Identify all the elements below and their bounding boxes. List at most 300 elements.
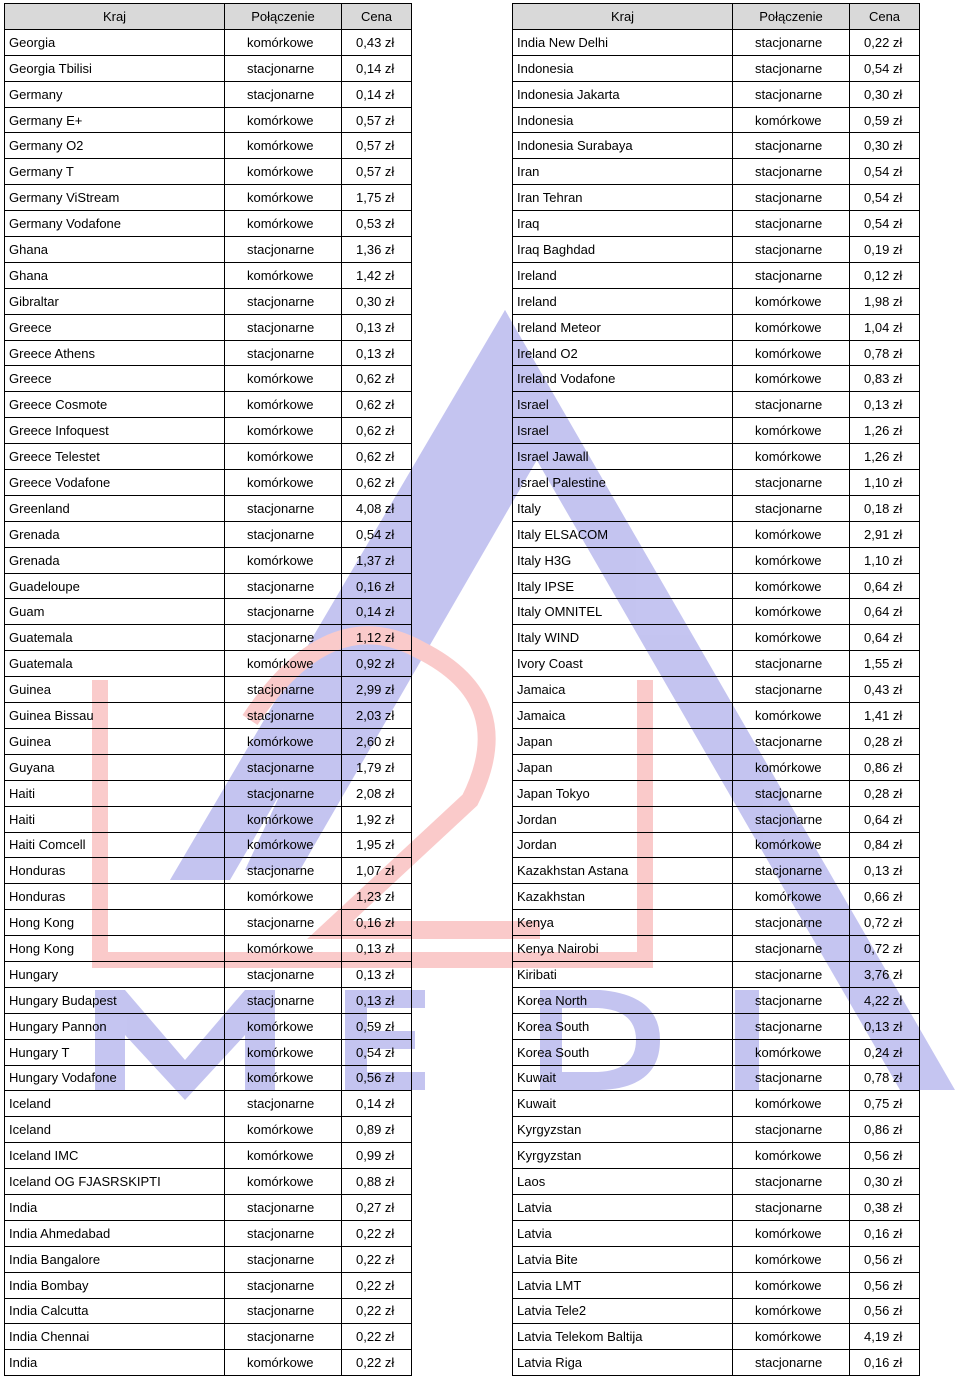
country-cell: Latvia Bite <box>513 1246 733 1272</box>
price-cell: 0,53 zł <box>342 211 412 237</box>
table-row <box>513 780 920 806</box>
table-row <box>513 418 920 444</box>
table-row <box>5 288 412 314</box>
price-cell: 0,56 zł <box>850 1272 920 1298</box>
country-cell: Hungary Vodafone <box>5 1065 225 1091</box>
country-cell: Germany <box>5 81 225 107</box>
table-row <box>513 1272 920 1298</box>
price-cell: 0,57 zł <box>342 159 412 185</box>
connection-cell: komórkowe <box>225 728 342 754</box>
table-body-right <box>513 29 920 1375</box>
connection-cell: stacjonarne <box>733 211 850 237</box>
connection-cell: stacjonarne <box>733 961 850 987</box>
table-row <box>5 444 412 470</box>
connection-cell: komórkowe <box>733 521 850 547</box>
price-cell: 0,54 zł <box>850 159 920 185</box>
price-cell: 0,59 zł <box>850 107 920 133</box>
price-cell: 0,86 zł <box>850 754 920 780</box>
table-row <box>513 340 920 366</box>
table-row <box>5 314 412 340</box>
price-cell: 0,54 zł <box>850 211 920 237</box>
connection-cell: komórkowe <box>225 107 342 133</box>
country-cell: Gibraltar <box>5 288 225 314</box>
price-cell: 1,23 zł <box>342 884 412 910</box>
connection-cell: stacjonarne <box>225 1220 342 1246</box>
connection-cell: komórkowe <box>225 159 342 185</box>
table-row <box>5 1324 412 1350</box>
connection-cell: stacjonarne <box>225 780 342 806</box>
price-cell: 0,13 zł <box>850 392 920 418</box>
price-cell: 0,56 zł <box>342 1065 412 1091</box>
country-cell: Korea North <box>513 987 733 1013</box>
table-row <box>5 858 412 884</box>
table-row <box>5 677 412 703</box>
table-row <box>513 521 920 547</box>
connection-cell: stacjonarne <box>225 573 342 599</box>
price-cell: 0,13 zł <box>342 340 412 366</box>
country-cell: Kenya <box>513 910 733 936</box>
connection-cell: komórkowe <box>733 107 850 133</box>
price-cell: 0,18 zł <box>850 495 920 521</box>
price-cell: 0,84 zł <box>850 832 920 858</box>
connection-cell: stacjonarne <box>733 55 850 81</box>
table-row <box>513 625 920 651</box>
country-cell: Hungary <box>5 961 225 987</box>
table-row <box>513 1324 920 1350</box>
table-row <box>5 211 412 237</box>
country-cell: Grenada <box>5 521 225 547</box>
table-row <box>5 1350 412 1376</box>
table-row <box>513 133 920 159</box>
country-cell: Haiti <box>5 780 225 806</box>
country-cell: Guatemala <box>5 625 225 651</box>
country-cell: Guatemala <box>5 651 225 677</box>
country-cell: Indonesia <box>513 55 733 81</box>
table-row <box>513 107 920 133</box>
country-cell: Germany ViStream <box>5 185 225 211</box>
connection-cell: komórkowe <box>733 1091 850 1117</box>
country-cell: Iceland IMC <box>5 1143 225 1169</box>
connection-cell: komórkowe <box>225 418 342 444</box>
connection-cell: stacjonarne <box>225 858 342 884</box>
connection-cell: stacjonarne <box>733 1013 850 1039</box>
table-row <box>513 832 920 858</box>
connection-cell: stacjonarne <box>225 987 342 1013</box>
table-row <box>5 547 412 573</box>
table-row <box>5 806 412 832</box>
price-cell: 0,64 zł <box>850 625 920 651</box>
table-row <box>5 159 412 185</box>
country-cell: Iraq <box>513 211 733 237</box>
country-cell: Israel <box>513 392 733 418</box>
connection-cell: komórkowe <box>733 703 850 729</box>
connection-cell: stacjonarne <box>733 1350 850 1376</box>
table-row <box>5 625 412 651</box>
country-cell: Japan <box>513 728 733 754</box>
price-cell: 1,41 zł <box>850 703 920 729</box>
table-row <box>5 29 412 55</box>
country-cell: Japan <box>513 754 733 780</box>
connection-cell: stacjonarne <box>733 1117 850 1143</box>
table-row <box>5 832 412 858</box>
connection-cell: komórkowe <box>225 936 342 962</box>
connection-cell: komórkowe <box>733 340 850 366</box>
table-row <box>5 780 412 806</box>
table-row <box>513 806 920 832</box>
table-row <box>5 1246 412 1272</box>
connection-cell: stacjonarne <box>225 55 342 81</box>
country-cell: Iran <box>513 159 733 185</box>
table-row <box>513 728 920 754</box>
country-cell: Guinea <box>5 677 225 703</box>
price-cell: 0,30 zł <box>342 288 412 314</box>
price-cell: 4,19 zł <box>850 1324 920 1350</box>
table-row <box>513 651 920 677</box>
rates-table-right <box>512 3 920 1376</box>
country-cell: Greece <box>5 366 225 392</box>
country-cell: Georgia <box>5 29 225 55</box>
table-row <box>5 81 412 107</box>
price-cell: 2,03 zł <box>342 703 412 729</box>
table-row <box>5 133 412 159</box>
country-cell: Haiti Comcell <box>5 832 225 858</box>
connection-cell: komórkowe <box>225 1039 342 1065</box>
price-cell: 1,26 zł <box>850 444 920 470</box>
price-cell: 0,54 zł <box>850 185 920 211</box>
connection-cell: komórkowe <box>225 366 342 392</box>
price-cell: 0,16 zł <box>850 1350 920 1376</box>
price-cell: 0,43 zł <box>342 29 412 55</box>
price-cell: 0,99 zł <box>342 1143 412 1169</box>
connection-cell: komórkowe <box>225 1169 342 1195</box>
price-cell: 1,98 zł <box>850 288 920 314</box>
price-cell: 0,22 zł <box>342 1246 412 1272</box>
country-cell: Haiti <box>5 806 225 832</box>
table-row <box>5 107 412 133</box>
price-cell: 0,22 zł <box>342 1350 412 1376</box>
connection-cell: stacjonarne <box>733 677 850 703</box>
connection-cell: komórkowe <box>733 573 850 599</box>
price-cell: 0,54 zł <box>342 521 412 547</box>
price-cell: 0,78 zł <box>850 340 920 366</box>
country-cell: Guinea <box>5 728 225 754</box>
price-cell: 1,42 zł <box>342 262 412 288</box>
header-price: Cena <box>342 4 412 30</box>
table-row <box>513 29 920 55</box>
country-cell: Japan Tokyo <box>513 780 733 806</box>
country-cell: Kenya Nairobi <box>513 936 733 962</box>
table-row <box>513 55 920 81</box>
price-cell: 1,55 zł <box>850 651 920 677</box>
connection-cell: komórkowe <box>225 1117 342 1143</box>
price-cell: 0,56 zł <box>850 1246 920 1272</box>
country-cell: Iceland <box>5 1117 225 1143</box>
connection-cell: komórkowe <box>733 625 850 651</box>
table-row <box>5 340 412 366</box>
connection-cell: komórkowe <box>225 884 342 910</box>
price-cell: 4,08 zł <box>342 495 412 521</box>
country-cell: Laos <box>513 1169 733 1195</box>
connection-cell: stacjonarne <box>733 780 850 806</box>
table-row <box>513 677 920 703</box>
country-cell: India New Delhi <box>513 29 733 55</box>
table-row <box>5 884 412 910</box>
connection-cell: komórkowe <box>733 444 850 470</box>
connection-cell: stacjonarne <box>225 1246 342 1272</box>
table-row <box>513 936 920 962</box>
connection-cell: komórkowe <box>225 1013 342 1039</box>
connection-cell: stacjonarne <box>733 470 850 496</box>
country-cell: Ireland O2 <box>513 340 733 366</box>
table-row <box>513 547 920 573</box>
table-row <box>513 1169 920 1195</box>
price-cell: 1,75 zł <box>342 185 412 211</box>
price-cell: 0,64 zł <box>850 806 920 832</box>
price-cell: 0,62 zł <box>342 392 412 418</box>
country-cell: Indonesia Surabaya <box>513 133 733 159</box>
price-cell: 0,28 zł <box>850 780 920 806</box>
connection-cell: stacjonarne <box>225 625 342 651</box>
country-cell: Greenland <box>5 495 225 521</box>
country-cell: Ireland <box>513 288 733 314</box>
connection-cell: stacjonarne <box>733 806 850 832</box>
table-row <box>513 392 920 418</box>
price-cell: 1,37 zł <box>342 547 412 573</box>
connection-cell: stacjonarne <box>225 81 342 107</box>
connection-cell: stacjonarne <box>733 1169 850 1195</box>
table-row <box>5 521 412 547</box>
connection-cell: stacjonarne <box>225 961 342 987</box>
connection-cell: komórkowe <box>225 470 342 496</box>
table-row <box>5 754 412 780</box>
price-cell: 0,16 zł <box>850 1220 920 1246</box>
table-body-left <box>5 29 412 1375</box>
price-cell: 0,22 zł <box>342 1298 412 1324</box>
table-row <box>5 392 412 418</box>
table-row <box>5 703 412 729</box>
table-row <box>513 444 920 470</box>
table-row <box>513 754 920 780</box>
price-cell: 0,64 zł <box>850 573 920 599</box>
country-cell: Kuwait <box>513 1091 733 1117</box>
table-row <box>513 288 920 314</box>
table-row <box>513 1143 920 1169</box>
price-cell: 0,72 zł <box>850 910 920 936</box>
country-cell: Italy IPSE <box>513 573 733 599</box>
price-cell: 1,10 zł <box>850 470 920 496</box>
connection-cell: komórkowe <box>225 185 342 211</box>
price-cell: 0,83 zł <box>850 366 920 392</box>
table-row <box>513 314 920 340</box>
price-cell: 0,56 zł <box>850 1143 920 1169</box>
table-row <box>513 573 920 599</box>
connection-cell: komórkowe <box>225 133 342 159</box>
connection-cell: komórkowe <box>225 262 342 288</box>
country-cell: Greece Cosmote <box>5 392 225 418</box>
price-cell: 0,62 zł <box>342 444 412 470</box>
price-cell: 0,27 zł <box>342 1194 412 1220</box>
connection-cell: stacjonarne <box>225 1272 342 1298</box>
table-row <box>5 1117 412 1143</box>
price-cell: 0,89 zł <box>342 1117 412 1143</box>
connection-cell: komórkowe <box>733 832 850 858</box>
table-row <box>513 366 920 392</box>
table-row <box>5 599 412 625</box>
table-row <box>513 858 920 884</box>
price-cell: 0,14 zł <box>342 81 412 107</box>
table-header-row <box>513 4 920 30</box>
table-header-row <box>5 4 412 30</box>
table-row <box>5 961 412 987</box>
table-row <box>5 573 412 599</box>
table-row <box>5 1169 412 1195</box>
price-cell: 0,30 zł <box>850 133 920 159</box>
table-row <box>513 211 920 237</box>
country-cell: Israel Jawall <box>513 444 733 470</box>
country-cell: Guinea Bissau <box>5 703 225 729</box>
price-cell: 1,92 zł <box>342 806 412 832</box>
table-row <box>513 1013 920 1039</box>
connection-cell: stacjonarne <box>733 936 850 962</box>
price-cell: 1,10 zł <box>850 547 920 573</box>
country-cell: Germany Vodafone <box>5 211 225 237</box>
connection-cell: komórkowe <box>225 547 342 573</box>
table-row <box>513 1039 920 1065</box>
country-cell: Jordan <box>513 832 733 858</box>
connection-cell: stacjonarne <box>225 1324 342 1350</box>
connection-cell: stacjonarne <box>733 262 850 288</box>
price-cell: 0,16 zł <box>342 910 412 936</box>
table-row <box>513 81 920 107</box>
table-row <box>5 366 412 392</box>
table-row <box>5 418 412 444</box>
country-cell: Iceland <box>5 1091 225 1117</box>
price-cell: 0,14 zł <box>342 55 412 81</box>
connection-cell: stacjonarne <box>733 29 850 55</box>
price-cell: 0,38 zł <box>850 1194 920 1220</box>
connection-cell: komórkowe <box>733 599 850 625</box>
price-cell: 2,60 zł <box>342 728 412 754</box>
table-row <box>513 1246 920 1272</box>
price-cell: 0,64 zł <box>850 599 920 625</box>
table-row <box>513 159 920 185</box>
price-cell: 1,12 zł <box>342 625 412 651</box>
country-cell: India Bangalore <box>5 1246 225 1272</box>
price-cell: 0,24 zł <box>850 1039 920 1065</box>
connection-cell: komórkowe <box>225 29 342 55</box>
connection-cell: stacjonarne <box>225 237 342 263</box>
connection-cell: stacjonarne <box>733 728 850 754</box>
price-cell: 1,04 zł <box>850 314 920 340</box>
country-cell: Greece Telestet <box>5 444 225 470</box>
price-cell: 0,13 zł <box>342 987 412 1013</box>
country-cell: Greece <box>5 314 225 340</box>
connection-cell: komórkowe <box>733 754 850 780</box>
country-cell: Italy <box>513 495 733 521</box>
price-cell: 0,54 zł <box>342 1039 412 1065</box>
connection-cell: stacjonarne <box>225 703 342 729</box>
country-cell: Guam <box>5 599 225 625</box>
price-cell: 1,36 zł <box>342 237 412 263</box>
connection-cell: stacjonarne <box>733 910 850 936</box>
connection-cell: stacjonarne <box>225 340 342 366</box>
table-row <box>513 599 920 625</box>
country-cell: India Bombay <box>5 1272 225 1298</box>
country-cell: India <box>5 1194 225 1220</box>
country-cell: Kyrgyzstan <box>513 1143 733 1169</box>
connection-cell: komórkowe <box>225 651 342 677</box>
rates-table-left <box>4 3 412 1376</box>
price-cell: 0,59 zł <box>342 1013 412 1039</box>
header-country: Kraj <box>513 4 733 30</box>
price-cell: 2,08 zł <box>342 780 412 806</box>
price-cell: 0,88 zł <box>342 1169 412 1195</box>
connection-cell: komórkowe <box>733 1039 850 1065</box>
table-row <box>5 1272 412 1298</box>
table-row <box>513 185 920 211</box>
table-row <box>5 910 412 936</box>
country-cell: Hungary Pannon <box>5 1013 225 1039</box>
country-cell: Italy WIND <box>513 625 733 651</box>
connection-cell: komórkowe <box>733 1246 850 1272</box>
price-cell: 0,13 zł <box>850 858 920 884</box>
header-connection: Połączenie <box>733 4 850 30</box>
price-cell: 0,14 zł <box>342 1091 412 1117</box>
price-cell: 0,13 zł <box>850 1013 920 1039</box>
connection-cell: stacjonarne <box>733 495 850 521</box>
table-row <box>513 884 920 910</box>
connection-cell: stacjonarne <box>733 81 850 107</box>
country-cell: Latvia <box>513 1194 733 1220</box>
country-cell: Kiribati <box>513 961 733 987</box>
country-cell: Honduras <box>5 884 225 910</box>
table-row <box>513 1065 920 1091</box>
price-cell: 0,66 zł <box>850 884 920 910</box>
price-cell: 0,92 zł <box>342 651 412 677</box>
country-cell: Jamaica <box>513 703 733 729</box>
connection-cell: komórkowe <box>225 1350 342 1376</box>
connection-cell: komórkowe <box>225 1143 342 1169</box>
price-cell: 3,76 zł <box>850 961 920 987</box>
connection-cell: komórkowe <box>733 1272 850 1298</box>
connection-cell: komórkowe <box>225 806 342 832</box>
connection-cell: komórkowe <box>225 1065 342 1091</box>
country-cell: Italy OMNITEL <box>513 599 733 625</box>
country-cell: Israel <box>513 418 733 444</box>
country-cell: India Ahmedabad <box>5 1220 225 1246</box>
connection-cell: komórkowe <box>733 288 850 314</box>
connection-cell: komórkowe <box>733 1298 850 1324</box>
country-cell: Korea South <box>513 1013 733 1039</box>
price-cell: 0,13 zł <box>342 961 412 987</box>
country-cell: Italy ELSACOM <box>513 521 733 547</box>
country-cell: Germany T <box>5 159 225 185</box>
table-row <box>513 470 920 496</box>
country-cell: India Chennai <box>5 1324 225 1350</box>
country-cell: Kazakhstan <box>513 884 733 910</box>
table-row <box>5 987 412 1013</box>
table-row <box>513 1350 920 1376</box>
connection-cell: stacjonarne <box>225 910 342 936</box>
country-cell: Latvia Tele2 <box>513 1298 733 1324</box>
country-cell: Hong Kong <box>5 910 225 936</box>
price-cell: 2,91 zł <box>850 521 920 547</box>
price-cell: 0,57 zł <box>342 133 412 159</box>
connection-cell: komórkowe <box>733 366 850 392</box>
table-row <box>513 961 920 987</box>
country-cell: Hong Kong <box>5 936 225 962</box>
table-row <box>513 1117 920 1143</box>
